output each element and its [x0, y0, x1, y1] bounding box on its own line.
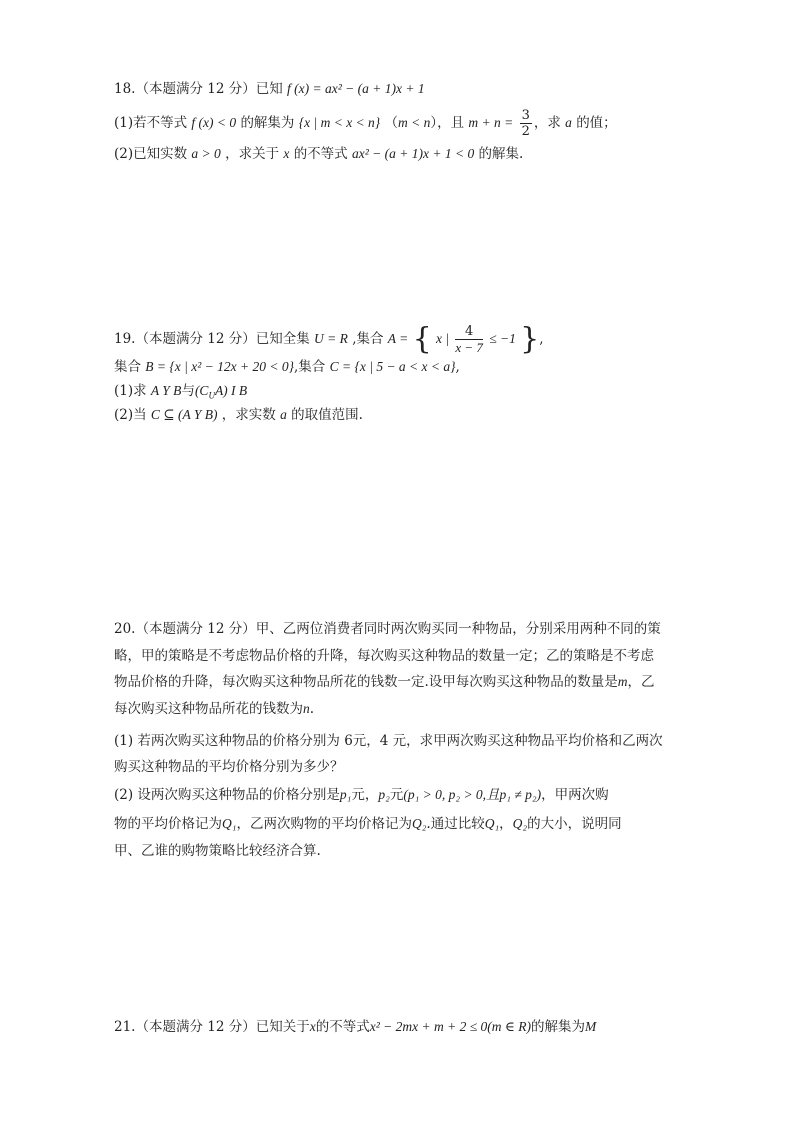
q18-fraction-denominator: 2 — [521, 124, 530, 139]
q20-line8-comma: ， — [499, 816, 513, 832]
q20-q2-compare: Q₂ — [512, 816, 528, 831]
q18-part1-text3: ，求 — [533, 115, 561, 131]
q20-line8-text: 物的平均价格记为 — [114, 816, 222, 832]
q20-part2-text2: ，甲两次购 — [541, 787, 609, 803]
q19-set-a-label: A = — [387, 331, 409, 346]
q20-variable-m: m — [617, 674, 628, 689]
q19-complement-subscript: U — [208, 390, 215, 401]
q19-variable-a: a — [280, 407, 287, 422]
q18-variable-a: a — [565, 115, 572, 130]
q19-union: A Y B — [150, 383, 182, 398]
q21-variable-x: x — [309, 1019, 316, 1034]
q20-line8-text4: 的大小，说明同 — [527, 816, 622, 832]
q18-part2-text3: 的不等式 — [293, 146, 348, 162]
q19-text2: 集合 — [114, 359, 141, 375]
q18-part1-text4: 的值； — [576, 115, 617, 131]
q20-variable-n: n — [303, 701, 310, 716]
q20-yuan2: 元 — [389, 787, 404, 803]
q19-line1 — [114, 322, 544, 356]
q19-subset: C ⊆ (A Y B) — [150, 407, 218, 422]
q19-complement: (C — [194, 383, 209, 398]
q18-part2-inequality: ax² − (a + 1)x + 1 < 0 — [351, 146, 475, 161]
q20-q1-compare: Q₁ — [484, 816, 500, 831]
q19-right-brace: } — [520, 321, 540, 357]
q20-line2: 略，甲的策略是不考虑物品价格的升降，每次购买这种物品的数量一定；乙的策略是不考虑 — [114, 648, 654, 664]
q19-set-b: B = {x | x² − 12x + 20 < 0} — [145, 359, 295, 374]
q19-comma: , — [539, 331, 544, 347]
q18-variable-x: x — [283, 146, 290, 161]
q20-line6: 购买这种物品的平均价格分别为多少？ — [114, 759, 344, 775]
q20-line7 — [114, 786, 609, 804]
q19-fraction-denominator: x − 7 — [455, 340, 483, 355]
q18-sum: m + n = — [468, 115, 514, 130]
q20-line3 — [114, 673, 655, 691]
q18-part2-condition: a > 0 — [191, 146, 221, 161]
q19-universal-set: U = R — [314, 331, 348, 346]
q19-fraction-numerator: 4 — [455, 324, 483, 340]
q21-line1 — [114, 1018, 596, 1036]
q20-price-condition: (p₁ > 0, p₂ > 0,且p₁ ≠ p₂) — [403, 787, 542, 802]
q20-line9: 甲、乙谁的购物策略比较经济合算. — [114, 843, 321, 859]
q18-part1-inequality: f (x) < 0 — [191, 115, 237, 130]
q19-set-a-var: x | — [435, 331, 450, 346]
q19-part2-text3: 的取值范围. — [291, 407, 363, 423]
q18-line2 — [114, 108, 617, 139]
q20-q2: Q₂ — [411, 816, 427, 831]
q21-inequality: x² − 2mx + m + 2 ≤ 0(m ∈ R) — [369, 1019, 531, 1034]
q18-condition: m < n — [398, 115, 431, 130]
q18-function: f (x) = ax² − (a + 1)x + 1 — [287, 81, 425, 96]
q18-part2-text2: ，求关于 — [225, 146, 280, 162]
q18-paren-close: ），且 — [430, 115, 465, 131]
q19-part1-text: (1)求 — [114, 383, 147, 399]
q19-line3 — [114, 382, 247, 405]
q19-line2 — [114, 358, 460, 376]
q20-part2-text: (2) 设两次购买这种物品的价格分别是 — [114, 787, 340, 803]
q21-set-m: M — [584, 1019, 597, 1034]
q18-part1-text: (1)若不等式 — [114, 115, 188, 131]
q19-part2-text: (2)当 — [114, 407, 147, 423]
q19-part1-and: 与 — [181, 383, 195, 399]
q20-line4 — [114, 700, 314, 718]
q18-line3 — [114, 145, 523, 163]
q19-text: ,集合 — [352, 331, 384, 347]
q19-left-brace: { — [412, 321, 432, 357]
q19-intersection: A) I B — [214, 383, 248, 398]
q18-heading: 18.（本题满分 12 分）已知 — [114, 81, 283, 97]
q20-line3-tail: ，乙 — [627, 674, 655, 690]
q18-line1 — [114, 80, 425, 98]
q19-comma2: , — [455, 359, 460, 375]
q20-line1: 20.（本题满分 12 分）甲、乙两位消费者同时两次购买同一种物品，分别采用两种不同的策 — [114, 621, 661, 637]
q18-solution-set: {x | m < x < n} — [298, 115, 381, 130]
q18-fraction — [520, 108, 532, 139]
q19-line4 — [114, 406, 363, 424]
q20-line3-text: 物品价格的升降，每次购买这种物品所花的钱数一定.设甲每次购买这种物品的数量是 — [114, 674, 618, 690]
q20-line8 — [114, 815, 622, 833]
q18-part2-text4: 的解集. — [478, 146, 524, 162]
q21-text: 的不等式 — [315, 1019, 370, 1035]
q20-line4-text: 每次购买这种物品所花的钱数为 — [114, 701, 303, 717]
q20-q1: Q₁ — [222, 816, 237, 831]
q21-text2: 的解集为 — [530, 1019, 585, 1035]
q19-part2-text2: ，求实数 — [221, 407, 276, 423]
q19-relation: ≤ −1 — [489, 331, 516, 346]
q20-price-p2: p₂ — [378, 787, 390, 802]
q21-heading: 21.（本题满分 12 分）已知关于 — [114, 1019, 310, 1035]
q19-heading: 19.（本题满分 12 分）已知全集 — [114, 331, 310, 347]
q18-part1-text2: 的解集为 — [240, 115, 295, 131]
q18-fraction-numerator: 3 — [521, 108, 530, 123]
q19-fraction — [455, 324, 483, 355]
q20-price-p1: p₁ — [339, 787, 352, 802]
q19-text3: ,集合 — [294, 359, 326, 375]
q20-line4-tail: . — [309, 701, 315, 717]
q19-set-c: C = {x | 5 − a < x < a} — [329, 359, 456, 374]
q20-line5: (1) 若两次购买这种物品的价格分别为 6元，4 元，求甲两次购买这种物品平均价格和乙两次 — [114, 733, 663, 749]
q20-line8-text2: ，乙两次购物的平均价格记为 — [236, 816, 412, 832]
q20-line8-text3: .通过比较 — [426, 816, 485, 832]
q20-yuan1: 元， — [351, 787, 379, 803]
q18-part2-text: (2)已知实数 — [114, 146, 188, 162]
q18-paren-open: （ — [384, 115, 398, 131]
